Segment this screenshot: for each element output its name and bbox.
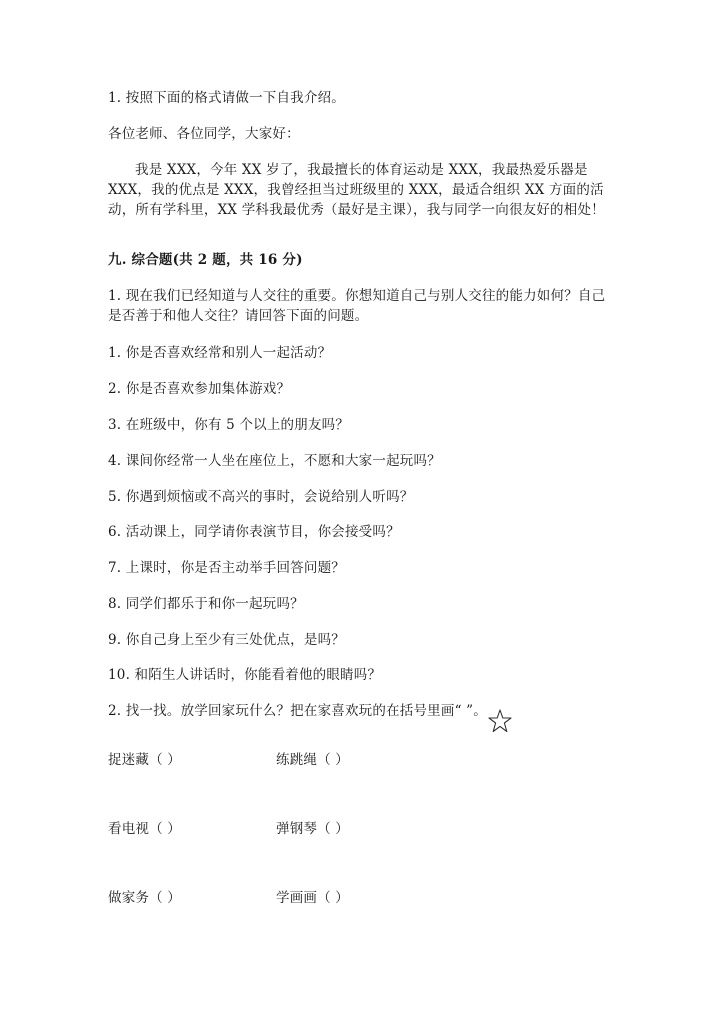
intro-question: 1. 按照下面的格式请做一下自我介绍。	[108, 90, 345, 106]
q1-item: 8. 同学们都乐于和你一起玩吗？	[108, 596, 304, 612]
q1-item: 5. 你遇到烦恼或不高兴的事时，会说给别人听吗？	[108, 489, 414, 505]
q1-item: 9. 你自己身上至少有三处优点，是吗？	[108, 632, 345, 648]
option-hide-and-seek[interactable]: 捉迷藏（ ）	[108, 752, 181, 768]
q1-item: 10. 和陌生人讲话时，你能看着他的眼睛吗？	[108, 667, 382, 683]
intro-greeting: 各位老师、各位同学，大家好：	[108, 126, 300, 142]
section-heading: 九. 综合题(共 2 题，共 16 分)	[108, 252, 303, 268]
q1-item: 3. 在班级中，你有 5 个以上的朋友吗？	[108, 417, 350, 433]
star-outline-icon	[487, 708, 513, 734]
option-drawing[interactable]: 学画画（ ）	[276, 890, 349, 906]
option-housework[interactable]: 做家务（ ）	[108, 890, 181, 906]
q1-item: 2. 你是否喜欢参加集体游戏？	[108, 381, 291, 397]
option-play-piano[interactable]: 弹钢琴（ ）	[276, 821, 349, 837]
q1-item: 6. 活动课上，同学请你表演节目，你会接受吗？	[108, 524, 400, 540]
q2-prompt: 2. 找一找。放学回家玩什么？把在家喜欢玩的在括号里画“ ”。	[108, 703, 487, 719]
intro-sample: 我是 XXX，今年 XX 岁了，我最擅长的体育运动是 XXX，我最热爱乐器是 XXX，我的优点是 XXX，我曾经担当过班级里的 XXX，最适合组织 XX 方面的活动，所有学科里，XX 学科我最优秀（最好是主课），我与同学一向很友好的相处！	[108, 162, 605, 218]
q1-item: 4. 课间你经常一人坐在座位上，不愿和大家一起玩吗？	[108, 453, 441, 469]
q1-prompt: 1. 现在我们已经知道与人交往的重要。你想知道自己与别人交往的能力如何？自己是否善于和他人交往？请回答下面的问题。	[108, 288, 606, 324]
q1-item: 1. 你是否喜欢经常和别人一起活动？	[108, 345, 332, 361]
option-watch-tv[interactable]: 看电视（ ）	[108, 821, 181, 837]
option-jump-rope[interactable]: 练跳绳（ ）	[276, 752, 349, 768]
q1-item: 7. 上课时，你是否主动举手回答问题？	[108, 560, 345, 576]
